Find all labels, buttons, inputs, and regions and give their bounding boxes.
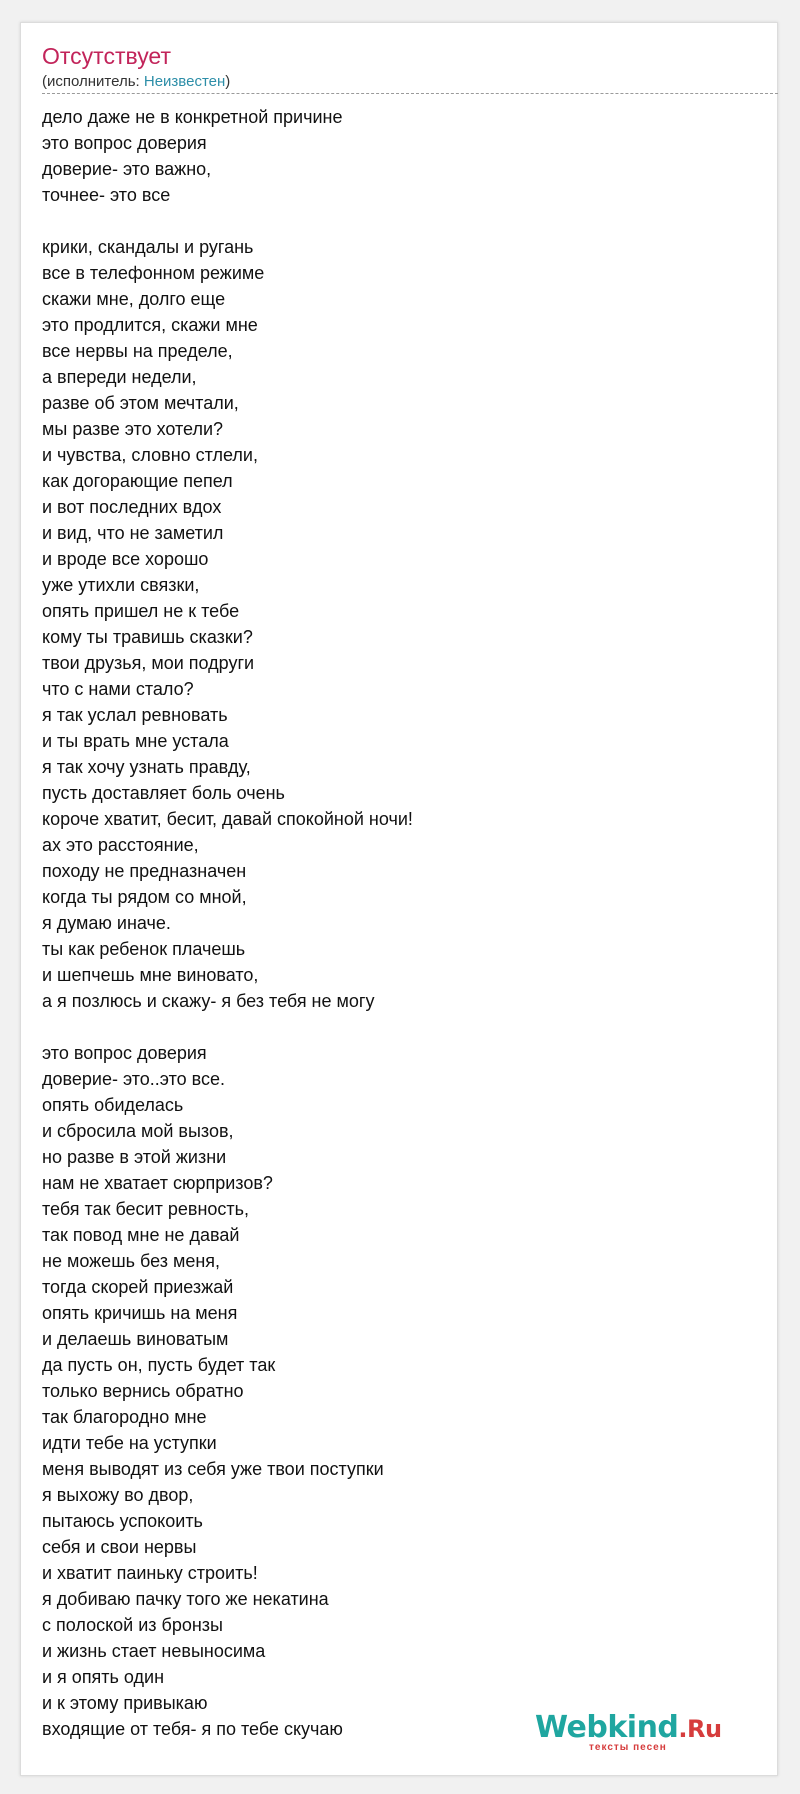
- lyric-line: дело даже не в конкретной причине: [42, 107, 343, 127]
- lyric-line: опять пришел не к тебе: [42, 601, 240, 621]
- lyric-line: это продлится, скажи мне: [42, 315, 258, 335]
- lyric-line: но разве в этой жизни: [42, 1147, 227, 1167]
- lyric-line: уже утихли связки,: [42, 575, 200, 595]
- lyric-line: и к этому привыкаю: [42, 1693, 208, 1713]
- lyric-line: так благородно мне: [42, 1407, 207, 1427]
- lyric-line: и вид, что не заметил: [42, 523, 224, 543]
- lyric-line: [42, 208, 762, 234]
- lyric-line: и вроде все хорошо: [42, 549, 209, 569]
- lyrics-card: [20, 22, 778, 1776]
- logo-tld: .Ru: [678, 1715, 722, 1743]
- lyric-line: все нервы на пределе,: [42, 341, 233, 361]
- site-logo[interactable]: [529, 1711, 749, 1757]
- lyric-line: когда ты рядом со мной,: [42, 887, 247, 907]
- performer-prefix: (исполнитель:: [42, 73, 144, 90]
- lyric-line: скажи мне, долго еще: [42, 289, 226, 309]
- lyric-line: я так хочу узнать правду,: [42, 757, 251, 777]
- lyric-line: и сбросила мой вызов,: [42, 1121, 234, 1141]
- lyric-line: и шепчешь мне виновато,: [42, 965, 259, 985]
- lyric-line: [42, 1014, 762, 1040]
- lyric-line: опять обиделась: [42, 1095, 184, 1115]
- lyric-line: входящие от тебя- я по тебе скучаю: [42, 1719, 343, 1739]
- lyric-line: крики, скандалы и ругань: [42, 237, 254, 257]
- lyric-line: все в телефонном режиме: [42, 263, 265, 283]
- lyric-line: это вопрос доверия: [42, 133, 207, 153]
- lyric-line: только вернись обратно: [42, 1381, 244, 1401]
- lyric-line: это вопрос доверия: [42, 1043, 207, 1063]
- lyric-line: я добиваю пачку того же некатина: [42, 1589, 329, 1609]
- lyric-line: да пусть он, пусть будет так: [42, 1355, 276, 1375]
- lyric-line: и я опять один: [42, 1667, 165, 1687]
- song-title: Отсутствует: [42, 43, 171, 69]
- lyric-line: не можешь без меня,: [42, 1251, 221, 1271]
- lyric-line: я выхожу во двор,: [42, 1485, 194, 1505]
- lyric-line: твои друзья, мои подруги: [42, 653, 255, 673]
- lyric-line: доверие- это важно,: [42, 159, 212, 179]
- lyric-line: и ты врать мне устала: [42, 731, 229, 751]
- lyric-line: доверие- это..это все.: [42, 1069, 226, 1089]
- divider: [42, 93, 778, 94]
- lyric-line: себя и свои нервы: [42, 1537, 197, 1557]
- lyric-line: а я позлюсь и скажу- я без тебя не могу: [42, 991, 375, 1011]
- lyric-line: опять кричишь на меня: [42, 1303, 238, 1323]
- lyric-line: разве об этом мечтали,: [42, 393, 239, 413]
- lyric-line: и чувства, словно стлели,: [42, 445, 258, 465]
- lyric-line: тогда скорей приезжай: [42, 1277, 234, 1297]
- lyric-line: что с нами стало?: [42, 679, 194, 699]
- lyric-line: пытаюсь успокоить: [42, 1511, 203, 1531]
- lyric-line: и хватит паиньку строить!: [42, 1563, 258, 1583]
- lyric-line: идти тебе на уступки: [42, 1433, 217, 1453]
- logo-wordmark: [535, 1711, 722, 1746]
- lyric-line: пусть доставляет боль очень: [42, 783, 285, 803]
- lyric-line: я так услал ревновать: [42, 705, 228, 725]
- lyric-line: точнее- это все: [42, 185, 171, 205]
- performer-line: [42, 73, 230, 91]
- lyric-line: а впереди недели,: [42, 367, 197, 387]
- lyric-line: с полоской из бронзы: [42, 1615, 223, 1635]
- lyric-line: нам не хватает сюрпризов?: [42, 1173, 273, 1193]
- lyric-line: походу не предназначен: [42, 861, 247, 881]
- performer-link[interactable]: Неизвестен: [143, 73, 226, 90]
- lyrics-text: [42, 104, 762, 1742]
- logo-tagline: тексты песен: [589, 1742, 667, 1753]
- lyric-line: короче хватит, бесит, давай спокойной ночи!: [42, 809, 413, 829]
- lyric-line: я думаю иначе.: [42, 913, 171, 933]
- lyric-line: и вот последних вдох: [42, 497, 222, 517]
- lyric-line: и жизнь стает невыносима: [42, 1641, 266, 1661]
- lyric-line: ты как ребенок плачешь: [42, 939, 246, 959]
- logo-name: Webkind: [535, 1710, 679, 1745]
- lyric-line: как догорающие пепел: [42, 471, 233, 491]
- lyric-line: и делаешь виноватым: [42, 1329, 229, 1349]
- lyric-line: так повод мне не давай: [42, 1225, 240, 1245]
- lyric-line: мы разве это хотели?: [42, 419, 224, 439]
- lyric-line: ах это расстояние,: [42, 835, 199, 855]
- lyric-line: тебя так бесит ревность,: [42, 1199, 250, 1219]
- lyric-line: меня выводят из себя уже твои поступки: [42, 1459, 384, 1479]
- lyric-line: кому ты травишь сказки?: [42, 627, 253, 647]
- performer-suffix: ): [225, 73, 231, 90]
